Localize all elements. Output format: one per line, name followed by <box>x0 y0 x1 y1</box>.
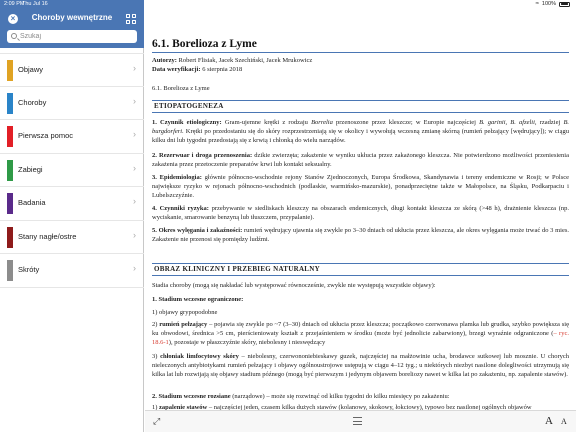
close-icon[interactable]: × <box>8 14 18 24</box>
sidebar-item-label: Pierwsza pomoc <box>18 131 74 140</box>
section-heading-etiopatogeneza: ETIOPATOGENEZA <box>152 100 569 113</box>
section-reference: 6.1. Borelioza z Lyme <box>152 85 210 92</box>
article-view[interactable] <box>145 8 576 410</box>
verified-label: Data weryfikacji: <box>152 66 201 73</box>
chevron-right-icon: › <box>133 263 136 273</box>
wifi-icon: ≈ <box>535 1 539 7</box>
paragraph-stages-intro: Stadia choroby (mogą się nakładać lub występować równocześnie, zwykle nie występują wszystkie objawy): <box>152 282 436 289</box>
bottom-toolbar <box>145 410 576 432</box>
paragraph-epidemiology: 3. Epidemiologia: głównie północno-wschodnie rejony Stanów Zjednoczonych, Europa Środkowa, Skandynawia i tereny endemiczne w Rosji; w Polsce największe ryzyko w rejonach północno-wschodnich (podlaskie, warmińsko-mazurskie), ponadprzeciętne także w Małopolsce, na Śląsku, Podkarpaciu i Lubelszczyźnie. <box>152 174 569 199</box>
battery-icon <box>559 2 570 7</box>
search-box[interactable] <box>7 30 137 43</box>
title-divider <box>152 52 569 53</box>
authors-label: Autorzy: <box>152 57 177 64</box>
authors: Robert Flisiak, Jacek Szechiński, Jacek Mrukowicz <box>178 57 313 64</box>
category-color-swatch <box>7 60 13 81</box>
battery-percent: 100% <box>541 1 556 7</box>
category-color-swatch <box>7 260 13 281</box>
sidebar-item-label: Badania <box>18 198 46 207</box>
sidebar-item-badania[interactable] <box>0 187 144 221</box>
category-list <box>0 53 144 288</box>
verified-date: 6 sierpnia 2018 <box>202 66 243 73</box>
paragraph-reservoir: 2. Rezerwuar i droga przenoszenia: dzikie zwierzęta; zakażenie w wyniku ukłucia przez zakażonego kleszcza. Nie potwierdzono możliwości przeniesienia zakażenia przez przetoczenie preparatów krwi lub kontakt seksualny. <box>152 152 569 168</box>
chevron-right-icon: › <box>133 63 136 73</box>
paragraph-incubation: 5. Okres wylęgania i zakaźności: rumień wędrujący ujawnia się zwykle po 3–30 dniach od ukłucia przez kleszcza, ale okres wylęgania może trwać do 3 mies. Zakażenie nie przenosi się pomiędzy ludźmi. <box>152 227 569 243</box>
chevron-right-icon: › <box>133 162 136 173</box>
article-title: 6.1. Borelioza z Lyme <box>152 38 257 50</box>
chevron-right-icon: › <box>133 229 136 240</box>
sidebar-item-label: Skróty <box>18 265 40 274</box>
category-color-swatch <box>7 126 13 147</box>
sidebar-title: Choroby wewnętrzne <box>31 13 113 22</box>
sidebar-item-skroty[interactable] <box>0 254 144 288</box>
category-color-swatch <box>7 160 13 181</box>
chevron-right-icon: › <box>133 129 136 139</box>
paragraph-stage-1: 1. Stadium wczesne ograniczone: <box>152 296 244 303</box>
status-bar <box>0 0 576 8</box>
sidebar-item-objawy[interactable] <box>0 53 144 87</box>
search-input[interactable] <box>20 30 130 43</box>
status-date: Thu Jul 16 <box>22 1 48 7</box>
sidebar-item-zabiegi[interactable] <box>0 154 144 188</box>
expand-icon[interactable]: ⤢ <box>153 416 161 426</box>
paragraph-stage-2: 2. Stadium wczesne rozsiane (narządowe) – może się rozwinąć od kilku tygodni do kilku miesięcy po zakażeniu: <box>152 393 450 400</box>
category-color-swatch <box>7 93 13 114</box>
grid-view-icon[interactable] <box>126 14 136 24</box>
chevron-right-icon: › <box>133 196 136 206</box>
sidebar-item-label: Zabiegi <box>18 164 43 174</box>
sidebar-item-label: Choroby <box>18 97 47 107</box>
status-time: 2:09 PM <box>4 1 25 7</box>
sidebar-item-stany-nagle[interactable] <box>0 221 144 255</box>
table-of-contents-icon[interactable] <box>353 417 362 425</box>
sidebar <box>0 0 144 432</box>
sidebar-item-choroby[interactable] <box>0 87 144 121</box>
sidebar-item-label: Objawy <box>18 65 44 74</box>
sidebar-item-pierwsza-pomoc[interactable] <box>0 120 144 154</box>
paragraph-lymphocytoma: 3) chłoniak limfocytowy skóry – niebolesny, czerwononiebieskawy guzek, najczęściej na małżowinie ucha, brodawce sutkowej lub mosznie. U chorych nieleczonych antybiotykami rumień pełzający i objawy ogólnoustrojowe ustępują w ciągu 4–12 tyg.; u niektórych niezbyt nasilone dolegliwości utrzymują się kilka lat lub rozwijają się objawy stadium późnego (mogą być pierwszym i jedynym objawem boreliozy nawet w kilka lat po zakażeniu, np. zapalenie stawów). <box>152 353 569 378</box>
article-meta <box>152 56 312 74</box>
sidebar-item-label: Stany nagłe/ostre <box>18 231 77 241</box>
category-color-swatch <box>7 227 13 248</box>
search-icon <box>11 33 17 39</box>
figure-link[interactable]: – ryc. 18.6-1 <box>152 329 569 346</box>
paragraph-arthritis: 1) zapalenie stawów – najczęściej jeden, czasem kilka dużych stawów (kolanowy, skokowy, łokciowy), typowo bez nasilonej ogólnych objawów <box>152 404 532 410</box>
status-indicators <box>536 0 570 8</box>
paragraph-erythema: 2) rumień pełzający – pojawia się zwykle po ~7 (3–30) dniach od ukłucia przez kleszcza; początkowo czerwonawa plamka lub grudka, szybko powiększa się ku obwodowi, średnica >5 cm, pierścieniowaty kształt z przejaśnieniem w środku (może być jednolicie zabarwiony), brzegi wyraźnie odgraniczone (– ryc. 18.6-1), pozostaje w płaszczyźnie skóry, niebolesny i nieswędzący <box>152 321 569 346</box>
font-decrease-button[interactable]: A <box>561 417 567 426</box>
chevron-right-icon: › <box>133 95 136 106</box>
paragraph-risk-factors: 4. Czynniki ryzyka: przebywanie w siedliskach kleszczy na obszarach endemicznych, długi kontakt kleszcza ze skórą (>48 h), drażnienie kleszcza (np. wyciskanie, smarowanie benzyną lub tłuszczem, przypalanie). <box>152 205 569 221</box>
font-increase-button[interactable]: A <box>545 415 553 427</box>
paragraph-etiology: 1. Czynnik etiologiczny: Gram-ujemne krętki z rodzaju Borrelia przenoszone przez kleszcze; w Europie najczęściej B. garinii, B. afzelii, rzadziej B. burgdorferi. Krętki po przedostaniu się do skóry rozprzestrzeniają się w okolicy i wywołują wczesną zmianę skórną (rumień pełzający [wędrujący]); w ciągu kilku dni lub tygodni przedostają się z krwią i chłonką do wielu narządów. <box>152 119 570 144</box>
section-heading-obraz-kliniczny: OBRAZ KLINICZNY I PRZEBIEG NATURALNY <box>152 263 569 276</box>
paragraph-flu-like: 1) objawy grypopodobne <box>152 309 218 316</box>
category-color-swatch <box>7 193 13 214</box>
